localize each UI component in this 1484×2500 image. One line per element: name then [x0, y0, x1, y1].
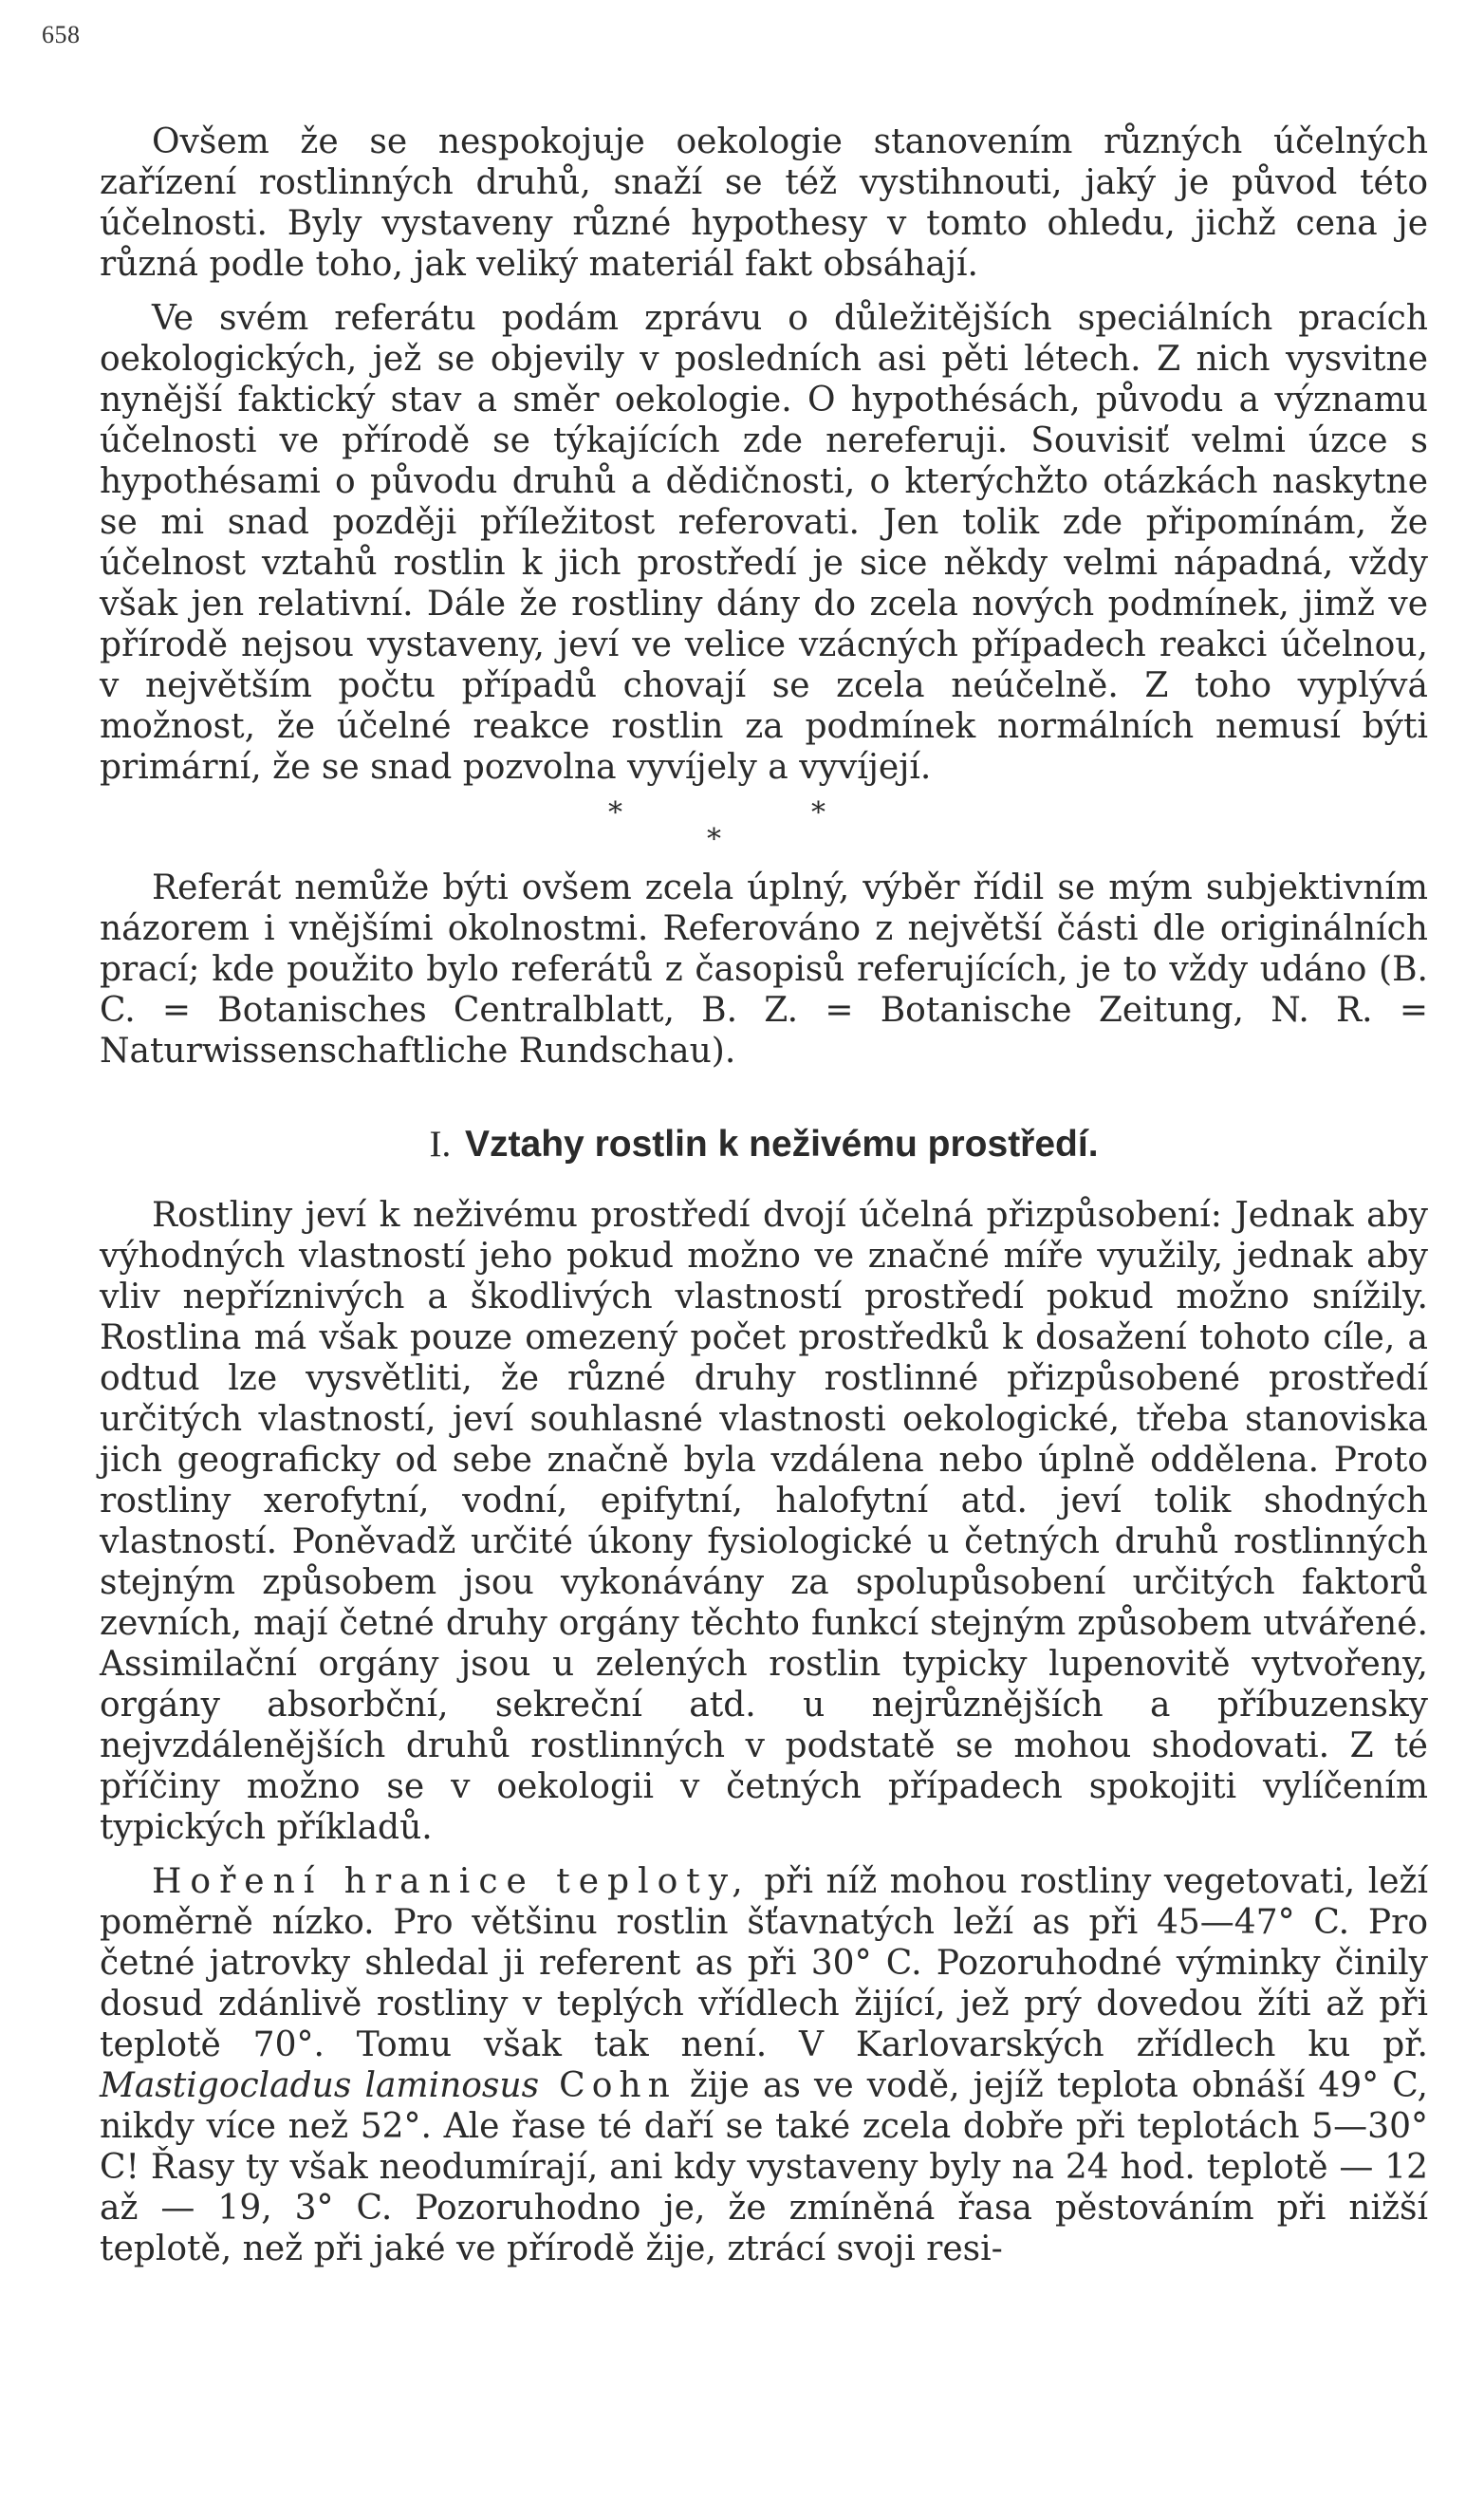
section-numeral: I. [429, 1124, 452, 1165]
asterism-separator [100, 795, 1428, 854]
paragraph-referat-scope: Ve svém referátu podám zprávu o důležitějších speciálních pracích oekologických, jež se objevily v posledních asi pěti létech. Z nich vysvitne nynější faktický stav a směr oekologie. O hypothésách, původu a významu účelnosti ve přírodě se týkajících zde nereferuji. Souvisiť velmi úzce s hypothésami o původu druhů a dědičnosti, o kterýchžto otázkách naskytne se mi snad později příležitost referovati. Jen tolik zde připomínám, že účelnost vztahů rostlin k jich prostředí je sice někdy velmi nápadná, vždy však jen relativní. Dále že rostliny dány do zcela nových podmínek, jimž ve přírodě nejsou vystaveny, jeví ve velice vzácných případech reakci účelnou, v největším počtu případů chovají se zcela neúčelně. Z toho vyplývá možnost, že účelné reakce rostlin za podmínek normálních nemusí býti primární, že se snad pozvolna vyvíjely a vyvíjejí. [100, 299, 1428, 787]
temperature-text-part1: při níž mohou rostliny vegetovati, leží poměrně nízko. Pro většinu rostlin šťavnatých leží as při 45—47° C. Pro četné jatrovky shledal ji referent as při 30° C. Pozoruhodné výminky činily dosud zdánlivě rostliny v teplých vřídlech žijící, jež prý dovedou žíti až při teplotě 70°. Tomu však tak není. V Karlovarských zřídlech ku př. [100, 1862, 1428, 2064]
asterisk-left: * [608, 796, 622, 830]
paragraph-sources: Referát nemůže býti ovšem zcela úplný, výběr řídil se mým subjektivním názorem i vnějšími okolnostmi. Referováno z největší části dle originálních prací; kde použito bylo referátů z časopisů referujících, je to vždy udáno (B. C. = Botanisches Centralblatt, B. Z. = Botanische Zeitung, N. R. = Naturwissenschaftliche Rundschau). [100, 868, 1428, 1071]
asterisk-bottom: * [707, 823, 721, 856]
spaced-emphasis: Hoření hranice teploty, [152, 1862, 751, 1901]
section-heading-text: Vztahy rostlin k neživému prostředí. [465, 1124, 1099, 1165]
paragraph-intro: Ovšem že se nespokojuje oekologie stanovením různých účelných zařízení rostlinných druhů, snaží se též vystihnouti, jaký je původ této účelnosti. Byly vystaveny různé hypothesy v tomto ohledu, jichž cena je různá podle toho, jak veliký materiál fakt obsáhají. [100, 122, 1428, 284]
asterisk-right: * [811, 796, 825, 830]
species-author: Cohn [539, 2066, 677, 2105]
page-number: 658 [42, 21, 81, 48]
section-heading [100, 1123, 1428, 1166]
paragraph-temperature [100, 1861, 1428, 2269]
paragraph-adaptations: Rostliny jeví k neživému prostředí dvojí účelná přizpůsobení: Jednak aby výhodných vlastností jeho pokud možno ve značné míře využily, jednak aby vliv nepříznivých a škodlivých vlastností prostředí pokud možno snížily. Rostlina má však pouze omezený počet prostředků k dosažení tohoto cíle, a odtud lze vysvětliti, že různé druhy rostlinné přizpůsobené prostředí určitých vlastností, jeví souhlasné vlastnosti oekologické, třeba stanoviska jich geograficky od sebe značně byla vzdálena nebo úplně oddělena. Proto rostliny xerofytní, vodní, epifytní, halofytní atd. jeví tolik shodných vlastností. Poněvadž určité úkony fysiologické u četných druhů rostlinných stejným způsobem jsou vykonávány za spolupůsobení určitých faktorů zevních, mají četné druhy orgány těchto funkcí stejným způsobem utvářené. Assimilační orgány jsou u zelených rostlin typicky lupenovitě vytvořeny, orgány absorbční, sekreční atd. u nejrůznějších a příbuzensky nejvzdálenějších druhů rostlinných v podstatě se mohou shodovati. Z té příčiny možno se v oekologii v četných případech spokojiti vylíčením typických příkladů. [100, 1196, 1428, 1847]
species-name: Mastigocladus laminosus [100, 2066, 540, 2105]
temperature-text-part2: žije as ve vodě, jejíž teplota obnáší 49° C, nikdy více než 52°. Ale řase té daří se také zcela dobře při teplotách 5—30° C! Řasy ty však neodumírají, ani kdy vystaveny byly na 24 hod. teplotě — 12 až — 19, 3° C. Pozoruhodno je, že zmíněná řasa pěstováním při nižší teplotě, než při jaké ve přírodě žije, ztrácí svoji resi- [100, 2066, 1428, 2268]
text-column [100, 121, 1428, 2269]
